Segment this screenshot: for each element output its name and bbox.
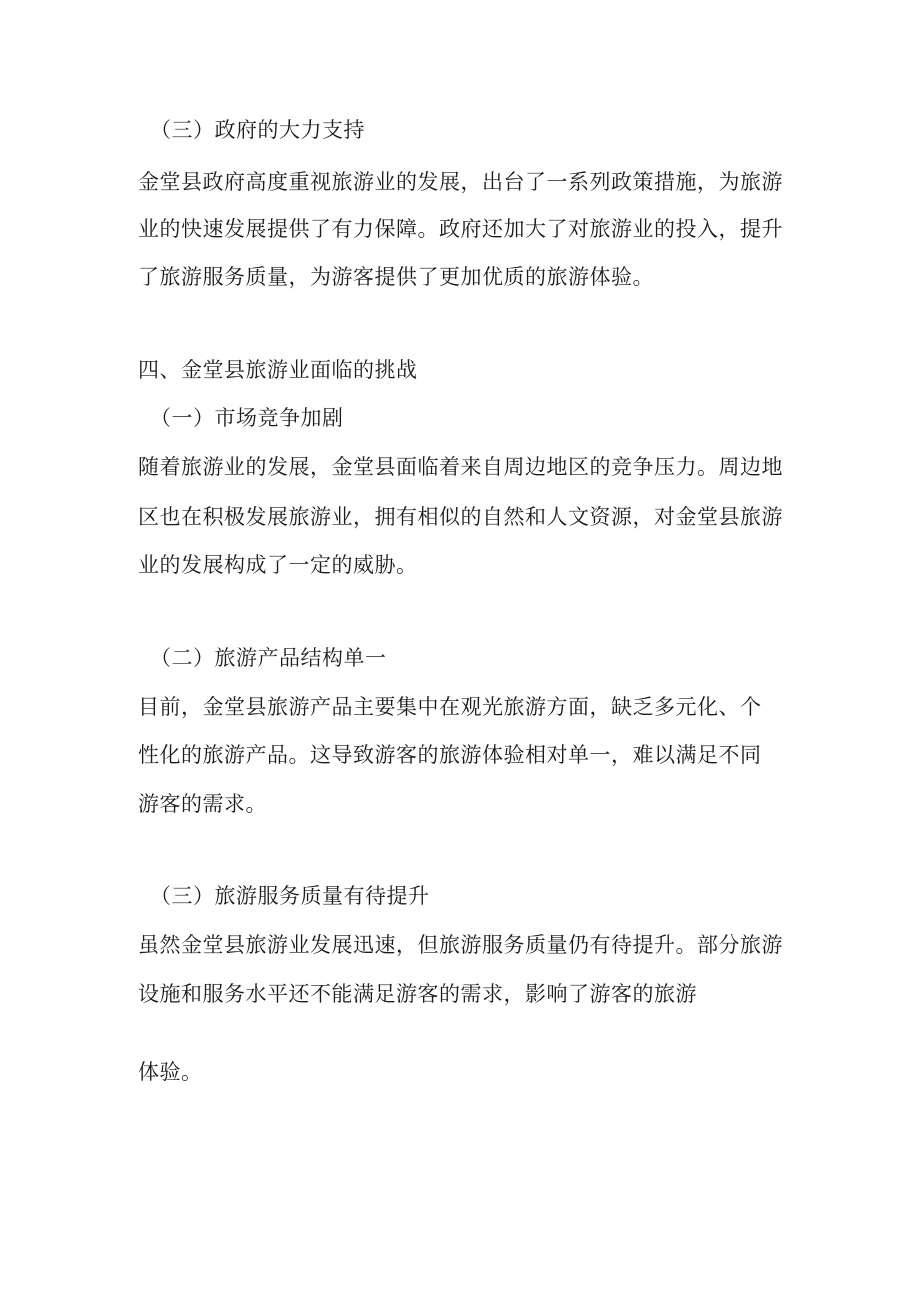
paragraph-line: 游客的需求。 [138,792,267,816]
paragraph-line: 随着旅游业的发展，金堂县面临着来自周边地区的竞争压力。周边地 [138,455,783,479]
section-heading-product-structure: （二）旅游产品结构单一 [150,646,387,670]
paragraph-line: 体验。 [138,1060,203,1084]
section-heading-market-competition: （一）市场竞争加剧 [150,406,344,430]
paragraph-line: 设施和服务水平还不能满足游客的需求，影响了游客的旅游 [138,982,697,1006]
paragraph-line: 业的发展构成了一定的威胁。 [138,553,418,577]
paragraph-line: 区也在积极发展旅游业，拥有相似的自然和人文资源，对金堂县旅游 [138,505,783,529]
paragraph-line: 了旅游服务质量，为游客提供了更加优质的旅游体验。 [138,265,654,289]
section-heading-government-support: （三）政府的大力支持 [150,118,365,142]
paragraph-line: 业的快速发展提供了有力保障。政府还加大了对旅游业的投入，提升 [138,217,783,241]
section-heading-service-quality: （三）旅游服务质量有待提升 [150,884,430,908]
paragraph-line: 性化的旅游产品。这导致游客的旅游体验相对单一，难以满足不同 [138,743,762,767]
paragraph-line: 目前，金堂县旅游产品主要集中在观光旅游方面，缺乏多元化、个 [138,695,762,719]
paragraph-line: 金堂县政府高度重视旅游业的发展，出台了一系列政策措施，为旅游 [138,170,783,194]
paragraph-line: 虽然金堂县旅游业发展迅速，但旅游服务质量仍有待提升。部分旅游 [138,933,783,957]
chapter-heading-challenges: 四、金堂县旅游业面临的挑战 [138,358,418,382]
